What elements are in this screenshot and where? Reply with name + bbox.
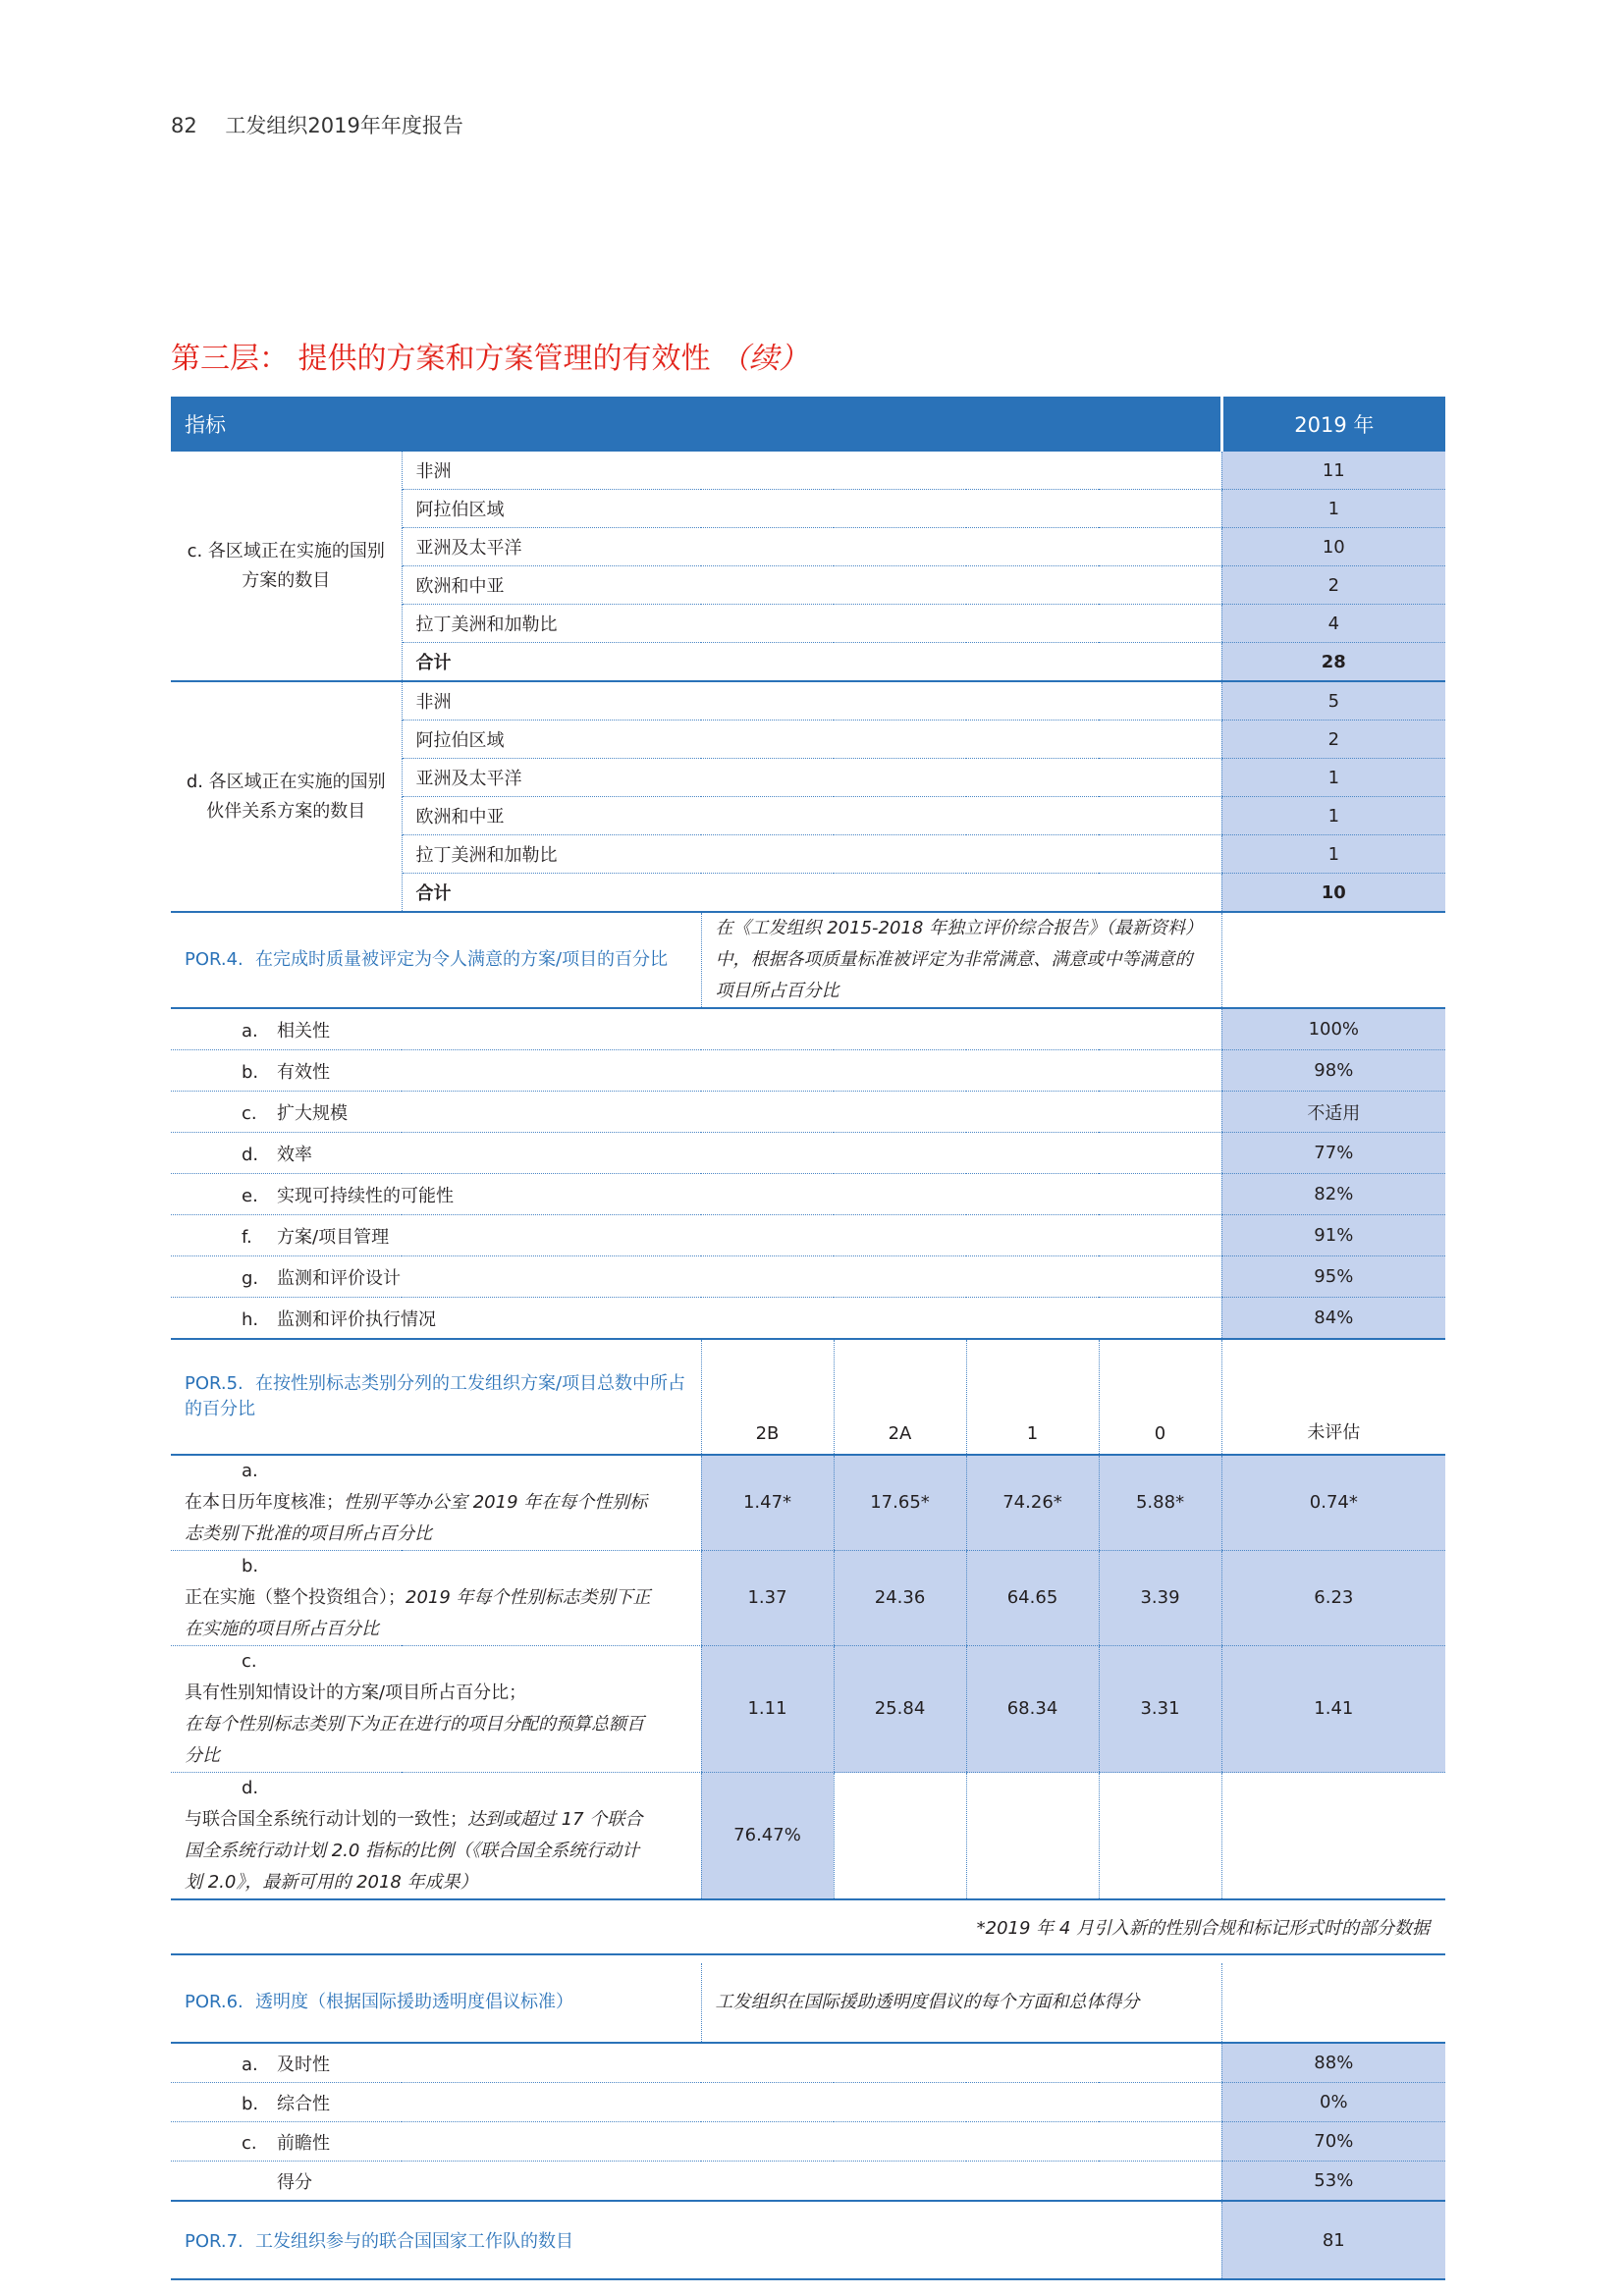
year-header: 2019 年 <box>1221 397 1445 452</box>
total-value: 10 <box>1221 874 1445 913</box>
por5-value: 17.65* <box>834 1455 966 1551</box>
region-value: 4 <box>1221 605 1445 643</box>
por5-value: 3.31 <box>1099 1646 1221 1773</box>
indicator-table <box>171 397 1445 2280</box>
por4-value: 95% <box>1221 1256 1445 1298</box>
indicator-header: 指标 <box>171 397 1221 452</box>
block-c-label: c. 各区域正在实施的国别方案的数目 <box>171 452 402 681</box>
por7-value: 81 <box>1221 2201 1445 2279</box>
por4-value: 82% <box>1221 1174 1445 1215</box>
region-name: 拉丁美洲和加勒比 <box>402 605 1221 643</box>
por7-code: POR.7. <box>185 2231 244 2252</box>
por6-header <box>171 1963 1445 2043</box>
por5-title-cell <box>171 1339 701 1455</box>
footnote: *2019 年 4 月引入新的性别合规和标记形式时的部分数据 <box>171 1899 1445 1954</box>
por6-title: 透明度（根据国际援助透明度倡议标准） <box>255 1992 573 2012</box>
region-name: 亚洲及太平洋 <box>402 759 1221 797</box>
por4-item: c. 扩大规模 不适用 <box>171 1092 1445 1133</box>
por4-title-cell <box>171 912 701 1008</box>
por6-code: POR.6. <box>185 1992 244 2012</box>
por5-value: 64.65 <box>966 1551 1099 1646</box>
por5-column: 未评估 <box>1221 1339 1445 1455</box>
region-name: 欧洲和中亚 <box>402 797 1221 835</box>
por5-column: 1 <box>966 1339 1099 1455</box>
region-value: 2 <box>1221 721 1445 759</box>
por4-item: h. 监测和评价执行情况 84% <box>171 1298 1445 1340</box>
por5-value: 24.36 <box>834 1551 966 1646</box>
empty-cell <box>1221 1773 1445 1900</box>
total-label: 合计 <box>402 874 1221 913</box>
por5-value: 1.11 <box>701 1646 834 1773</box>
por6-title-cell <box>171 1963 701 2043</box>
por4-item: d. 效率 77% <box>171 1133 1445 1174</box>
por4-code: POR.4. <box>185 949 244 970</box>
region-value: 11 <box>1221 452 1445 490</box>
por5-value: 1.47* <box>701 1455 834 1551</box>
por6-blank <box>1221 1963 1445 2043</box>
por4-item: a. 相关性 100% <box>171 1008 1445 1050</box>
region-value: 1 <box>1221 835 1445 874</box>
por6-item: c. 前瞻性 70% <box>171 2122 1445 2162</box>
block-d-label: d. 各区域正在实施的国别伙伴关系方案的数目 <box>171 681 402 912</box>
por7-title: 工发组织参与的联合国国家工作队的数目 <box>255 2231 573 2252</box>
region-value: 1 <box>1221 490 1445 528</box>
table-header <box>171 397 1445 452</box>
por7-row <box>171 2201 1445 2279</box>
por5-row: d.与联合国全系统行动计划的一致性；达到或超过 17 个联合国全系统行动计划 2.0 指标的比例（《联合国全系统行动计划 2.0》，最新可用的 2018 年成果） 76.47% <box>171 1773 1445 1900</box>
por4-value: 98% <box>1221 1050 1445 1092</box>
por5-code: POR.5. <box>185 1373 244 1394</box>
por5-column: 2A <box>834 1339 966 1455</box>
total-label: 合计 <box>402 643 1221 682</box>
por5-column: 2B <box>701 1339 834 1455</box>
empty-cell <box>834 1773 966 1900</box>
region-value: 1 <box>1221 797 1445 835</box>
table-row <box>171 452 1445 490</box>
por5-header <box>171 1339 1445 1455</box>
por4-value: 91% <box>1221 1215 1445 1256</box>
region-name: 阿拉伯区域 <box>402 490 1221 528</box>
page-header <box>171 110 463 139</box>
por6-description: 工发组织在国际援助透明度倡议的每个方面和总体得分 <box>701 1963 1221 2043</box>
por4-value: 77% <box>1221 1133 1445 1174</box>
region-name: 阿拉伯区域 <box>402 721 1221 759</box>
por4-header <box>171 912 1445 1008</box>
por4-item: g. 监测和评价设计 95% <box>171 1256 1445 1298</box>
por5-column: 0 <box>1099 1339 1221 1455</box>
region-name: 亚洲及太平洋 <box>402 528 1221 566</box>
por5-row: c.具有性别知情设计的方案/项目所占百分比； 在每个性别标志类别下为正在进行的项目分配的预算总额百分比 1.11 25.84 68.34 3.31 1.41 <box>171 1646 1445 1773</box>
por5-value: 74.26* <box>966 1455 1099 1551</box>
por5-value: 5.88* <box>1099 1455 1221 1551</box>
region-name: 非洲 <box>402 452 1221 490</box>
section-title-continued: （续） <box>720 342 809 376</box>
table-row <box>171 681 1445 721</box>
por5-title: 在按性别标志类别分列的工发组织方案/项目总数中所占的百分比 <box>185 1373 686 1419</box>
por5-value: 1.41 <box>1221 1646 1445 1773</box>
report-title: 工发组织2019年年度报告 <box>225 114 463 137</box>
por4-item: b. 有效性 98% <box>171 1050 1445 1092</box>
por4-title: 在完成时质量被评定为令人满意的方案/项目的百分比 <box>255 949 669 970</box>
por6-score-value: 53% <box>1221 2162 1445 2202</box>
por6-item: b. 综合性 0% <box>171 2083 1445 2122</box>
empty-cell <box>966 1773 1099 1900</box>
por6-score: 得分 53% <box>171 2162 1445 2202</box>
por5-value: 0.74* <box>1221 1455 1445 1551</box>
page-number: 82 <box>171 114 197 137</box>
por5-value: 76.47% <box>701 1773 834 1900</box>
por7-title-cell <box>171 2201 1221 2279</box>
region-value: 1 <box>1221 759 1445 797</box>
por6-value: 88% <box>1221 2043 1445 2083</box>
region-value: 2 <box>1221 566 1445 605</box>
por5-row: b.正在实施（整个投资组合）；2019 年每个性别标志类别下正在实施的项目所占百分比 1.37 24.36 64.65 3.39 6.23 <box>171 1551 1445 1646</box>
region-value: 5 <box>1221 681 1445 721</box>
total-value: 28 <box>1221 643 1445 682</box>
por5-value: 1.37 <box>701 1551 834 1646</box>
footnote-row <box>171 1899 1445 1954</box>
empty-cell <box>1099 1773 1221 1900</box>
por4-blank <box>1221 912 1445 1008</box>
region-name: 拉丁美洲和加勒比 <box>402 835 1221 874</box>
section-title-text: 第三层： 提供的方案和方案管理的有效性 <box>171 342 711 376</box>
section-title <box>171 334 808 377</box>
por6-value: 70% <box>1221 2122 1445 2162</box>
por6-item: a. 及时性 88% <box>171 2043 1445 2083</box>
por6-value: 0% <box>1221 2083 1445 2122</box>
region-name: 非洲 <box>402 681 1221 721</box>
por4-value: 100% <box>1221 1008 1445 1050</box>
por5-value: 68.34 <box>966 1646 1099 1773</box>
region-name: 欧洲和中亚 <box>402 566 1221 605</box>
por5-value: 25.84 <box>834 1646 966 1773</box>
por4-item: e. 实现可持续性的可能性 82% <box>171 1174 1445 1215</box>
por5-value: 3.39 <box>1099 1551 1221 1646</box>
por4-value: 84% <box>1221 1298 1445 1340</box>
region-value: 10 <box>1221 528 1445 566</box>
por5-value: 6.23 <box>1221 1551 1445 1646</box>
por4-item: f. 方案/项目管理 91% <box>171 1215 1445 1256</box>
por4-description: 在《工发组织 2015-2018 年独立评价综合报告》（最新资料）中，根据各项质量标准被评定为非常满意、满意或中等满意的项目所占百分比 <box>701 912 1221 1008</box>
por5-row: a.在本日历年度核准；性别平等办公室 2019 年在每个性别标志类别下批准的项目所占百分比 1.47* 17.65* 74.26* 5.88* 0.74* <box>171 1455 1445 1551</box>
por4-value: 不适用 <box>1221 1092 1445 1133</box>
